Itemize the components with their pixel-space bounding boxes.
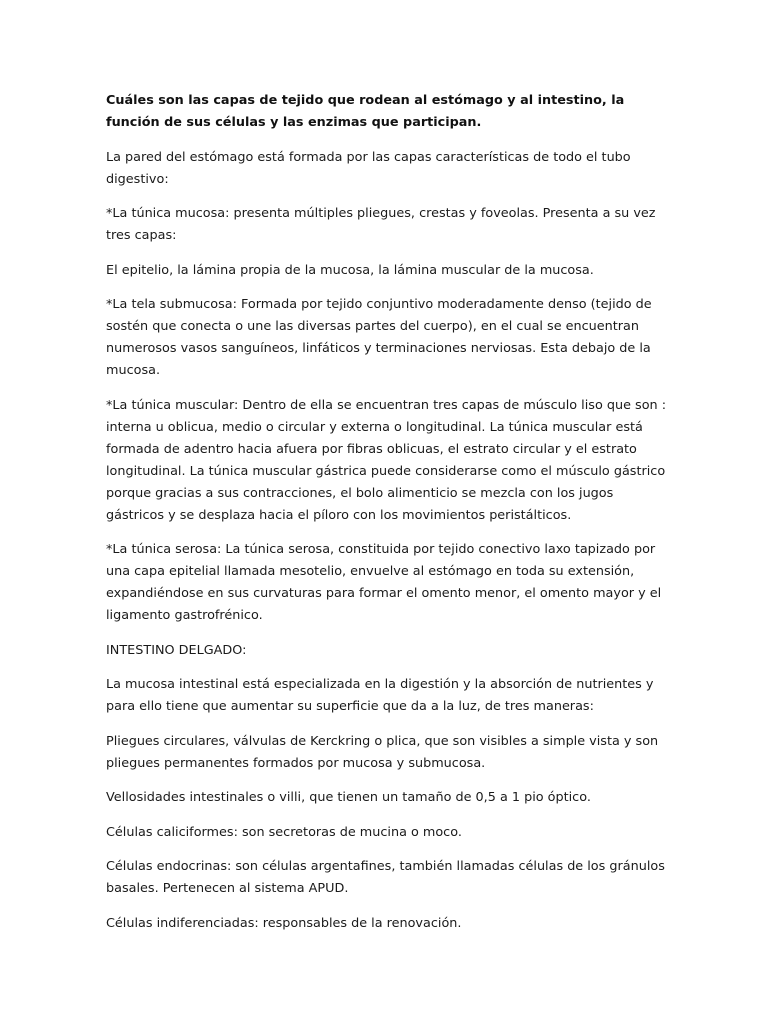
paragraph-vellosidades: Vellosidades intestinales o villi, que tienen un tamaño de 0,5 a 1 pio óptico. <box>106 790 591 805</box>
paragraph-celulas-endocrinas: Células endocrinas: son células argentafines, también llamadas células de los gránulos basales. Pertenecen al sistema APUD. <box>106 859 665 896</box>
paragraph-tunica-serosa: *La túnica serosa: La túnica serosa, constituida por tejido conectivo laxo tapizado por una capa epitelial llamada mesotelio, envuelve al estómago en toda su extensión, expandiéndose en sus curvaturas para formar el omento menor, el omento mayor y el ligamento gastrofrénico. <box>106 542 662 623</box>
paragraph-estomago-intro: La pared del estómago está formada por las capas características de todo el tubo digestivo: <box>106 149 631 187</box>
document-body <box>106 90 666 947</box>
paragraph-mucosa-intestinal: La mucosa intestinal está especializada en la digestión y la absorción de nutrientes y para ello tiene que aumentar su superficie que da a la luz, de tres maneras: <box>106 677 654 714</box>
paragraph-pliegues-circulares: Pliegues circulares, válvulas de Kerckring o plica, que son visibles a simple vista y son pliegues permanentes formados por mucosa y submucosa. <box>106 733 659 771</box>
paragraph-celulas-caliciformes: Células caliciformes: son secretoras de mucina o moco. <box>106 824 462 840</box>
section-heading-intestino-delgado: INTESTINO DELGADO: <box>106 642 247 658</box>
paragraph-tunica-muscular: *La túnica muscular: Dentro de ella se encuentran tres capas de músculo liso que son : interna u oblicua, medio o circular y externa o longitudinal. La túnica muscular está formada de adentro hacia afuera por fibras oblicuas, el estrato circular y el estrato longitudinal. La túnica muscular gástrica puede considerarse como el músculo gástrico porque gracias a sus contracciones, el bolo alimenticio se mezcla con los jugos gástricos y se desplaza hacia el píloro con los movimientos peristálticos. <box>106 397 667 523</box>
paragraph-capas-mucosa: El epitelio, la lámina propia de la mucosa, la lámina muscular de la mucosa. <box>106 262 594 278</box>
paragraph-tela-submucosa: *La tela submucosa: Formada por tejido conjuntivo moderadamente denso (tejido de sostén que conecta o une las diversas partes del cuerpo), en el cual se encuentran numerosos vasos sanguíneos, linfáticos y terminaciones nerviosas. Esta debajo de la mucosa. <box>106 297 652 378</box>
paragraph-celulas-indiferenciadas: Células indiferenciadas: responsables de la renovación. <box>106 915 462 931</box>
document-title: Cuáles son las capas de tejido que rodean al estómago y al intestino, la función de sus células y las enzimas que participan. <box>106 93 625 130</box>
paragraph-tunica-mucosa: *La túnica mucosa: presenta múltiples pliegues, crestas y foveolas. Presenta a su vez tres capas: <box>106 206 656 243</box>
